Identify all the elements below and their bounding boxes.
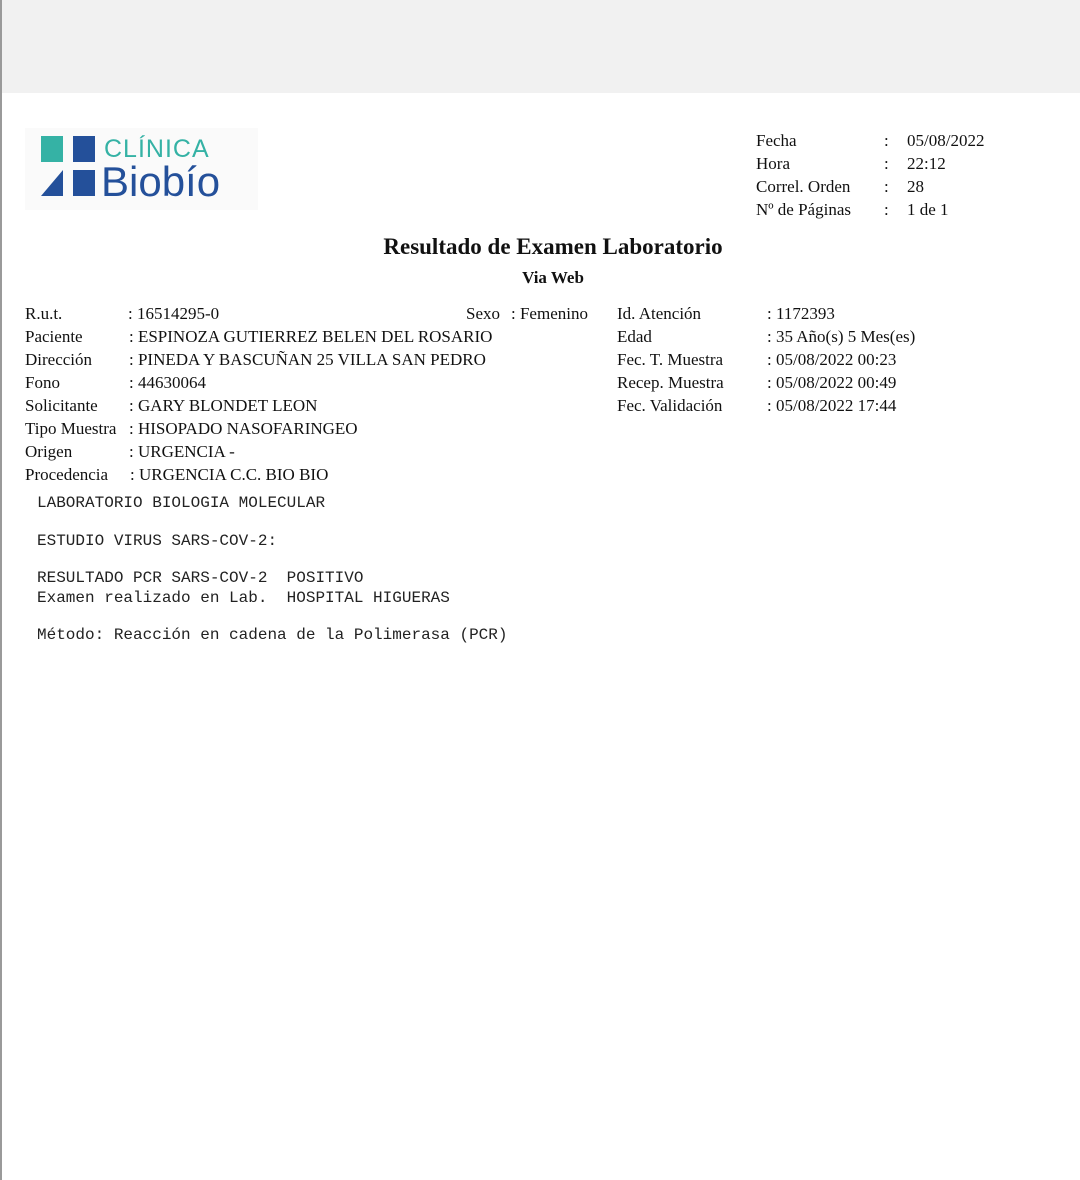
patient-sex [466,302,606,325]
info-label: R.u.t. [25,304,63,323]
clinic-logo [25,128,258,210]
info-label: Paciente [25,327,83,346]
info-row-id-atencion [617,302,977,325]
lab-section-title: LABORATORIO BIOLOGIA MOLECULAR [37,494,326,512]
info-label: Origen [25,442,73,461]
document-title: Resultado de Examen Laboratorio [383,234,723,259]
info-label: Edad [617,327,652,346]
info-label: Sexo [466,304,500,323]
logo-triangle [41,170,63,196]
info-value: : 05/08/2022 00:49 [767,373,897,392]
header-meta [756,129,1056,221]
info-label: Fono [25,373,60,392]
info-row-recep-muestra [617,371,977,394]
info-row-edad [617,325,977,348]
meta-value: 22:12 [907,154,946,173]
meta-colon: : [884,131,889,150]
info-row-rut [25,302,505,325]
info-row-direccion [25,348,505,371]
method-line: Método: Reacción en cadena de la Polimerasa (PCR) [37,626,508,644]
info-value: : URGENCIA - [129,442,235,461]
meta-colon: : [884,200,889,219]
study-title: ESTUDIO VIRUS SARS-COV-2: [37,532,278,550]
info-row-origen [25,440,505,463]
info-row-sexo [466,302,606,325]
info-row-paciente [25,325,505,348]
info-label: Dirección [25,350,93,369]
info-value: : URGENCIA C.C. BIO BIO [130,465,329,484]
info-value: : 44630064 [129,373,206,392]
logo-square-teal [41,136,63,162]
info-label: Fec. Validación [617,396,723,415]
document-subtitle: Via Web [522,268,584,287]
meta-row-paginas [756,198,1056,221]
info-value: : HISOPADO NASOFARINGEO [129,419,358,438]
logo-square-blue-bottom [73,170,95,196]
info-label: Tipo Muestra [25,419,117,438]
meta-label: Nº de Páginas [756,200,851,219]
meta-label: Correl. Orden [756,177,851,196]
top-bar [0,0,1080,93]
info-value: : Femenino [511,304,588,323]
info-value: : 05/08/2022 00:23 [767,350,897,369]
info-label: Procedencia [25,465,109,484]
logo-text-clinica: CLÍNICA [104,135,210,163]
patient-info-right [617,302,977,417]
info-value: : ESPINOZA GUTIERREZ BELEN DEL ROSARIO [129,327,493,346]
meta-row-hora [756,152,1056,175]
patient-info-left [25,302,505,486]
info-row-fono [25,371,505,394]
info-label: Id. Atención [617,304,702,323]
meta-label: Fecha [756,131,797,150]
meta-colon: : [884,177,889,196]
info-label: Recep. Muestra [617,373,724,392]
info-row-tipo-muestra [25,417,505,440]
info-row-procedencia [25,463,505,486]
info-label: Solicitante [25,396,98,415]
info-row-solicitante [25,394,505,417]
logo-square-blue [73,136,95,162]
info-label: Fec. T. Muestra [617,350,724,369]
info-row-fec-t-muestra [617,348,977,371]
info-row-fec-validacion [617,394,977,417]
info-value: : 05/08/2022 17:44 [767,396,897,415]
lab-location-line: Examen realizado en Lab. HOSPITAL HIGUERAS [37,589,450,607]
logo-text-biobio: Biobío [101,158,221,205]
meta-value: 1 de 1 [907,200,949,219]
info-value: : GARY BLONDET LEON [129,396,318,415]
meta-row-correl-orden [756,175,1056,198]
document-page [0,93,1080,1180]
pcr-result-line: RESULTADO PCR SARS-COV-2 POSITIVO [37,569,364,587]
meta-value: 28 [907,177,924,196]
info-value: : 35 Año(s) 5 Mes(es) [767,327,916,346]
info-value: : 1172393 [767,304,835,323]
meta-colon: : [884,154,889,173]
info-value: : PINEDA Y BASCUÑAN 25 VILLA SAN PEDRO [129,350,486,369]
meta-label: Hora [756,154,790,173]
meta-value: 05/08/2022 [907,131,985,150]
meta-row-fecha [756,129,1056,152]
info-value: : 16514295-0 [128,304,220,323]
